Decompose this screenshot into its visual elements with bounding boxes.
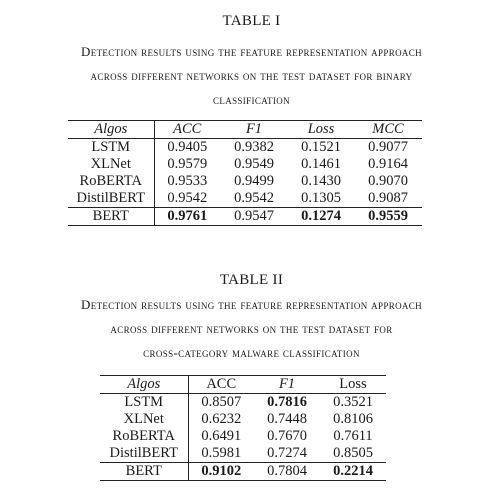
table-cell: 0.1521: [301, 139, 341, 155]
table-1-col-header: F1: [220, 121, 288, 139]
table-cell: 0.8106: [333, 411, 373, 427]
table-1-algo-cell: DistilBERT: [68, 190, 154, 208]
table-2-header-row: [100, 376, 386, 394]
table-row: [68, 139, 422, 157]
table-row: [68, 173, 422, 190]
table-cell-best: 0.9102: [188, 463, 254, 481]
table-2-algo-cell: LSTM: [100, 394, 188, 412]
table-1-col-header: Algos: [68, 121, 154, 139]
table-2-col-header: ACC: [188, 376, 254, 394]
table-cell: 0.9579: [167, 156, 208, 172]
table-1-header-row: [68, 121, 422, 139]
table-2-col-header: Algos: [100, 376, 188, 394]
table-2-header: [0, 271, 503, 365]
table-cell: 0.9499: [234, 173, 274, 189]
table-cell-best: 0.1274: [288, 208, 354, 226]
table-row: [68, 208, 422, 226]
table-2-label: TABLE II: [219, 272, 284, 288]
table-1-caption-line-3: classification: [213, 92, 290, 107]
table-2-algo-cell: BERT: [100, 463, 188, 481]
table-cell: 0.7448: [267, 411, 307, 427]
table-2-col-header: Loss: [320, 376, 386, 394]
table-row: [100, 445, 386, 463]
table-cell: 0.9533: [167, 173, 208, 189]
table-2: [100, 375, 386, 481]
table-row: [100, 411, 386, 428]
table-1-algo-cell: LSTM: [68, 139, 154, 157]
table-cell: 0.9087: [368, 190, 408, 206]
table-2-algo-cell: XLNet: [100, 411, 188, 428]
table-cell: 0.1305: [301, 190, 341, 206]
table-cell: 0.9164: [368, 156, 408, 172]
table-cell: 0.8507: [201, 394, 242, 410]
table-cell: 0.1461: [301, 156, 341, 172]
table-row: [100, 394, 386, 412]
table-cell: 0.9077: [368, 139, 408, 155]
table-cell: 0.9542: [234, 190, 274, 206]
table-2-algo-cell: DistilBERT: [100, 445, 188, 463]
table-1-col-header: MCC: [354, 121, 422, 139]
table-cell: 0.5981: [201, 445, 242, 461]
table-2-col-header: F1: [254, 376, 320, 394]
table-cell: 0.7670: [267, 428, 307, 444]
table-cell: 0.9405: [167, 139, 208, 155]
table-cell: 0.7804: [254, 463, 320, 481]
table-cell: 0.6232: [201, 411, 242, 427]
table-cell: 0.1430: [301, 173, 341, 189]
table-2-caption-line-3: cross-category malware classification: [143, 345, 360, 360]
table-2-algo-cell: RoBERTA: [100, 428, 188, 445]
table-row: [68, 156, 422, 173]
table-1-header: [0, 12, 503, 112]
table-cell: 0.9070: [368, 173, 408, 189]
table-1-algo-cell: XLNet: [68, 156, 154, 173]
table-row: [68, 190, 422, 208]
table-cell: 0.8505: [333, 445, 373, 461]
table-1-caption-line-1: Detection results using the feature representation approach: [80, 44, 422, 59]
table-1: [68, 120, 422, 226]
table-1-col-header: Loss: [288, 121, 354, 139]
table-cell: 0.9382: [234, 139, 274, 155]
table-1-col-header: ACC: [154, 121, 220, 139]
table-1-caption-line-2: across different networks on the test dataset for binary: [90, 68, 413, 83]
table-1-algo-cell: RoBERTA: [68, 173, 154, 190]
table-cell: 0.9547: [220, 208, 288, 226]
table-cell: 0.6491: [201, 428, 242, 444]
table-cell: 0.9549: [234, 156, 274, 172]
table-cell-best: 0.9559: [354, 208, 422, 226]
table-row: [100, 428, 386, 445]
table-cell-best: 0.7816: [267, 394, 307, 410]
table-cell: 0.7274: [267, 445, 307, 461]
table-cell-best: 0.9761: [154, 208, 220, 226]
table-2-caption-line-2: across different networks on the test dataset for: [110, 321, 393, 336]
table-1-algo-cell: BERT: [68, 208, 154, 226]
table-cell: 0.9542: [167, 190, 208, 206]
table-1-label: TABLE I: [222, 13, 281, 29]
table-cell-best: 0.2214: [320, 463, 386, 481]
table-cell: 0.3521: [333, 394, 373, 410]
table-row: [100, 463, 386, 481]
table-cell: 0.7611: [333, 428, 373, 444]
table-2-caption-line-1: Detection results using the feature representation approach: [80, 297, 422, 312]
